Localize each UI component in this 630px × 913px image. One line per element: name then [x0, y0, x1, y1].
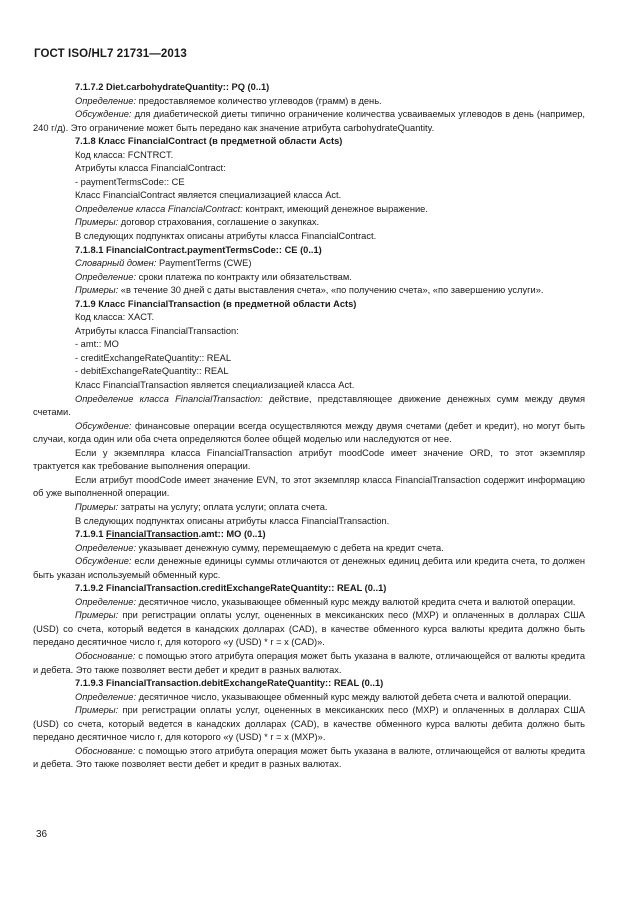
paragraph — [33, 474, 585, 501]
text-run: действие, представляющее движение денежных сумм между двумя счетами. — [33, 393, 585, 418]
paragraph — [33, 271, 585, 285]
term-label: Определение класса FinancialContract: — [75, 203, 243, 214]
paragraph — [33, 216, 585, 230]
text-run: финансовые операции всегда осуществляются между двумя счетами (дебет и кредит), но могут быть случаи, когда один или оба счета определяются более общей моделью или наследуются от нее. — [33, 420, 585, 445]
term-label: Примеры: — [75, 217, 119, 228]
term-label: Определение: — [75, 596, 137, 607]
text-run: контракт, имеющий денежное выражение. — [242, 203, 428, 214]
text-run: при регистрации оплаты услуг, оцененных в мексиканских песо (MXP) и оплаченных в долларах США (USD) со счета, который ведется в канадских долларах (CAD), в качестве обменного курса валюты дебита должно быть передано десятичное число r, для которого «y (USD) * r = x (MXP)». — [33, 705, 585, 743]
text-run: Если у экземпляра класса FinancialTransaction атрибут moodCode имеет значение ORD, то этот экземпляр трактуется как требование выполнения операции. — [33, 447, 585, 472]
text-run: .amt:: MO (0..1) — [198, 529, 266, 540]
text-run: договор страхования, соглашение о закупках. — [118, 217, 320, 228]
paragraph — [33, 501, 585, 515]
text-run: Класс FinancialTransaction является специализацией класса Act. — [75, 380, 355, 391]
text-run: для диабетической диеты типично ограничение количества усваиваемых углеводов в день (например, 240 г/д). Это ограничение может быть передано как значение атрибута carbohydrateQuantity. — [33, 109, 585, 133]
term-label: Определение: — [75, 542, 137, 553]
paragraph — [33, 365, 585, 379]
section-heading — [33, 677, 585, 691]
text-run: 7.1.9.3 FinancialTransaction.debitExchangeRateQuantity:: REAL (0..1) — [75, 678, 384, 689]
paragraph — [33, 108, 585, 135]
section-heading — [33, 298, 585, 312]
paragraph — [33, 691, 585, 705]
text-run: десятичное число, указывающее обменный курс между валютой дебета счета и валютой операции. — [136, 691, 572, 702]
section-heading — [33, 135, 585, 149]
paragraph — [33, 284, 585, 298]
term-label: Определение класса FinancialTransaction: — [75, 393, 263, 404]
paragraph — [33, 257, 585, 271]
paragraph — [33, 189, 585, 203]
term-label: Примеры: — [75, 705, 119, 716]
paragraph — [33, 325, 585, 339]
text-run: - amt:: MO — [75, 339, 119, 350]
paragraph — [33, 596, 585, 610]
text-run: В следующих подпунктах описаны атрибуты класса FinancialTransaction. — [75, 515, 390, 526]
text-run: Класс FinancialContract является специализацией класса Act. — [75, 190, 342, 201]
underlined-term: FinancialTransaction — [106, 529, 199, 540]
paragraph — [33, 203, 585, 217]
paragraph — [33, 149, 585, 163]
term-label: Обсуждение: — [75, 420, 132, 431]
term-label: Примеры: — [75, 610, 119, 621]
text-run: Атрибуты класса FinancialContract: — [75, 163, 226, 174]
paragraph — [33, 176, 585, 190]
text-run: затраты на услугу; оплата услуги; оплата счета. — [118, 501, 328, 512]
text-run: Если атрибут moodCode имеет значение EVN, то этот экземпляр класса FinancialTransaction содержит информацию об уже выполненной операции. — [33, 474, 585, 499]
paragraph — [33, 393, 585, 420]
text-run: Код класса: XACT. — [75, 312, 155, 323]
text-run: В следующих подпунктах описаны атрибуты класса FinancialContract. — [75, 231, 377, 242]
text-run: при регистрации оплаты услуг, оцененных в мексиканских песо (MXP) и оплаченных в долларах США (USD) со счета, который ведется в канадских долларах (CAD), в качестве обменного курса валюты кредита должно быть передано десятичное число r, для которого «y (USD) * r = x (CAD)». — [33, 610, 585, 648]
text-run: Атрибуты класса FinancialTransaction: — [75, 325, 239, 336]
text-run: 7.1.9.1 — [75, 529, 107, 540]
section-heading — [33, 244, 585, 258]
term-label: Определение: — [75, 95, 137, 106]
paragraph — [33, 555, 585, 582]
text-run: если денежные единицы суммы отличаются от денежных единиц дебита или кредита счета, то должен быть указан используемый обменный курс. — [33, 556, 585, 580]
text-run: предоставляемое количество углеводов (грамм) в день. — [136, 95, 382, 106]
paragraph — [33, 745, 585, 772]
text-run: - debitExchangeRateQuantity:: REAL — [75, 366, 229, 377]
term-label: Обсуждение: — [75, 556, 132, 567]
text-run: указывает денежную сумму, перемещаемую с дебета на кредит счета. — [136, 542, 444, 553]
text-run: PaymentTerms (CWE) — [156, 258, 252, 269]
term-label: Обоснование: — [75, 745, 136, 756]
paragraph — [33, 447, 585, 474]
term-label: Обсуждение: — [75, 109, 132, 120]
text-run: 7.1.8.1 FinancialContract.paymentTermsCode:: CE (0..1) — [75, 244, 322, 255]
paragraph — [33, 379, 585, 393]
paragraph — [33, 542, 585, 556]
term-label: Определение: — [75, 691, 137, 702]
text-run: Код класса: FCNTRCT. — [75, 149, 174, 160]
text-run: - paymentTermsCode:: CE — [75, 176, 185, 187]
section-heading — [33, 528, 585, 542]
term-label: Обоснование: — [75, 650, 136, 661]
text-run: 7.1.9 Класс FinancialTransaction (в предметной области Acts) — [75, 298, 357, 309]
paragraph — [33, 338, 585, 352]
text-run: с помощью этого атрибута операция может быть указана в валюте, отличающейся от валюты кредита и дебета. Это также позволяет вести дебет и кредит в разных валютах. — [33, 650, 585, 675]
term-label: Словарный домен: — [75, 258, 157, 269]
paragraph — [33, 650, 585, 677]
term-label: Примеры: — [75, 501, 119, 512]
text-run: с помощью этого атрибута операция может быть указана в валюте, отличающейся от валюты кредита и дебета. Это также позволяет вести дебет и кредит в разных валютах. — [33, 745, 585, 770]
section-heading — [33, 81, 585, 95]
paragraph — [33, 352, 585, 366]
term-label: Примеры: — [75, 285, 119, 296]
paragraph — [33, 704, 585, 745]
paragraph — [33, 95, 585, 109]
paragraph — [33, 311, 585, 325]
paragraph — [33, 420, 585, 447]
paragraph — [33, 515, 585, 529]
paragraph — [33, 162, 585, 176]
text-run: - creditExchangeRateQuantity:: REAL — [75, 352, 232, 363]
text-run: сроки платежа по контракту или обязательствам. — [136, 271, 352, 282]
text-run: 7.1.8 Класс FinancialContract (в предметной области Acts) — [75, 136, 343, 147]
section-heading — [33, 582, 585, 596]
document-body — [33, 81, 585, 772]
text-run: десятичное число, указывающее обменный курс между валютой кредита счета и валютой операции. — [136, 596, 576, 607]
standard-header: ГОСТ ISO/HL7 21731—2013 — [34, 48, 187, 60]
page-number: 36 — [36, 829, 48, 840]
text-run: 7.1.9.2 FinancialTransaction.creditExchangeRateQuantity:: REAL (0..1) — [75, 583, 387, 594]
paragraph — [33, 609, 585, 650]
paragraph — [33, 230, 585, 244]
text-run: 7.1.7.2 Diet.carbohydrateQuantity:: PQ (0..1) — [75, 82, 270, 92]
term-label: Определение: — [75, 271, 137, 282]
text-run: «в течение 30 дней с даты выставления счета», «по получению счета», «по завершению услуги». — [118, 285, 544, 296]
